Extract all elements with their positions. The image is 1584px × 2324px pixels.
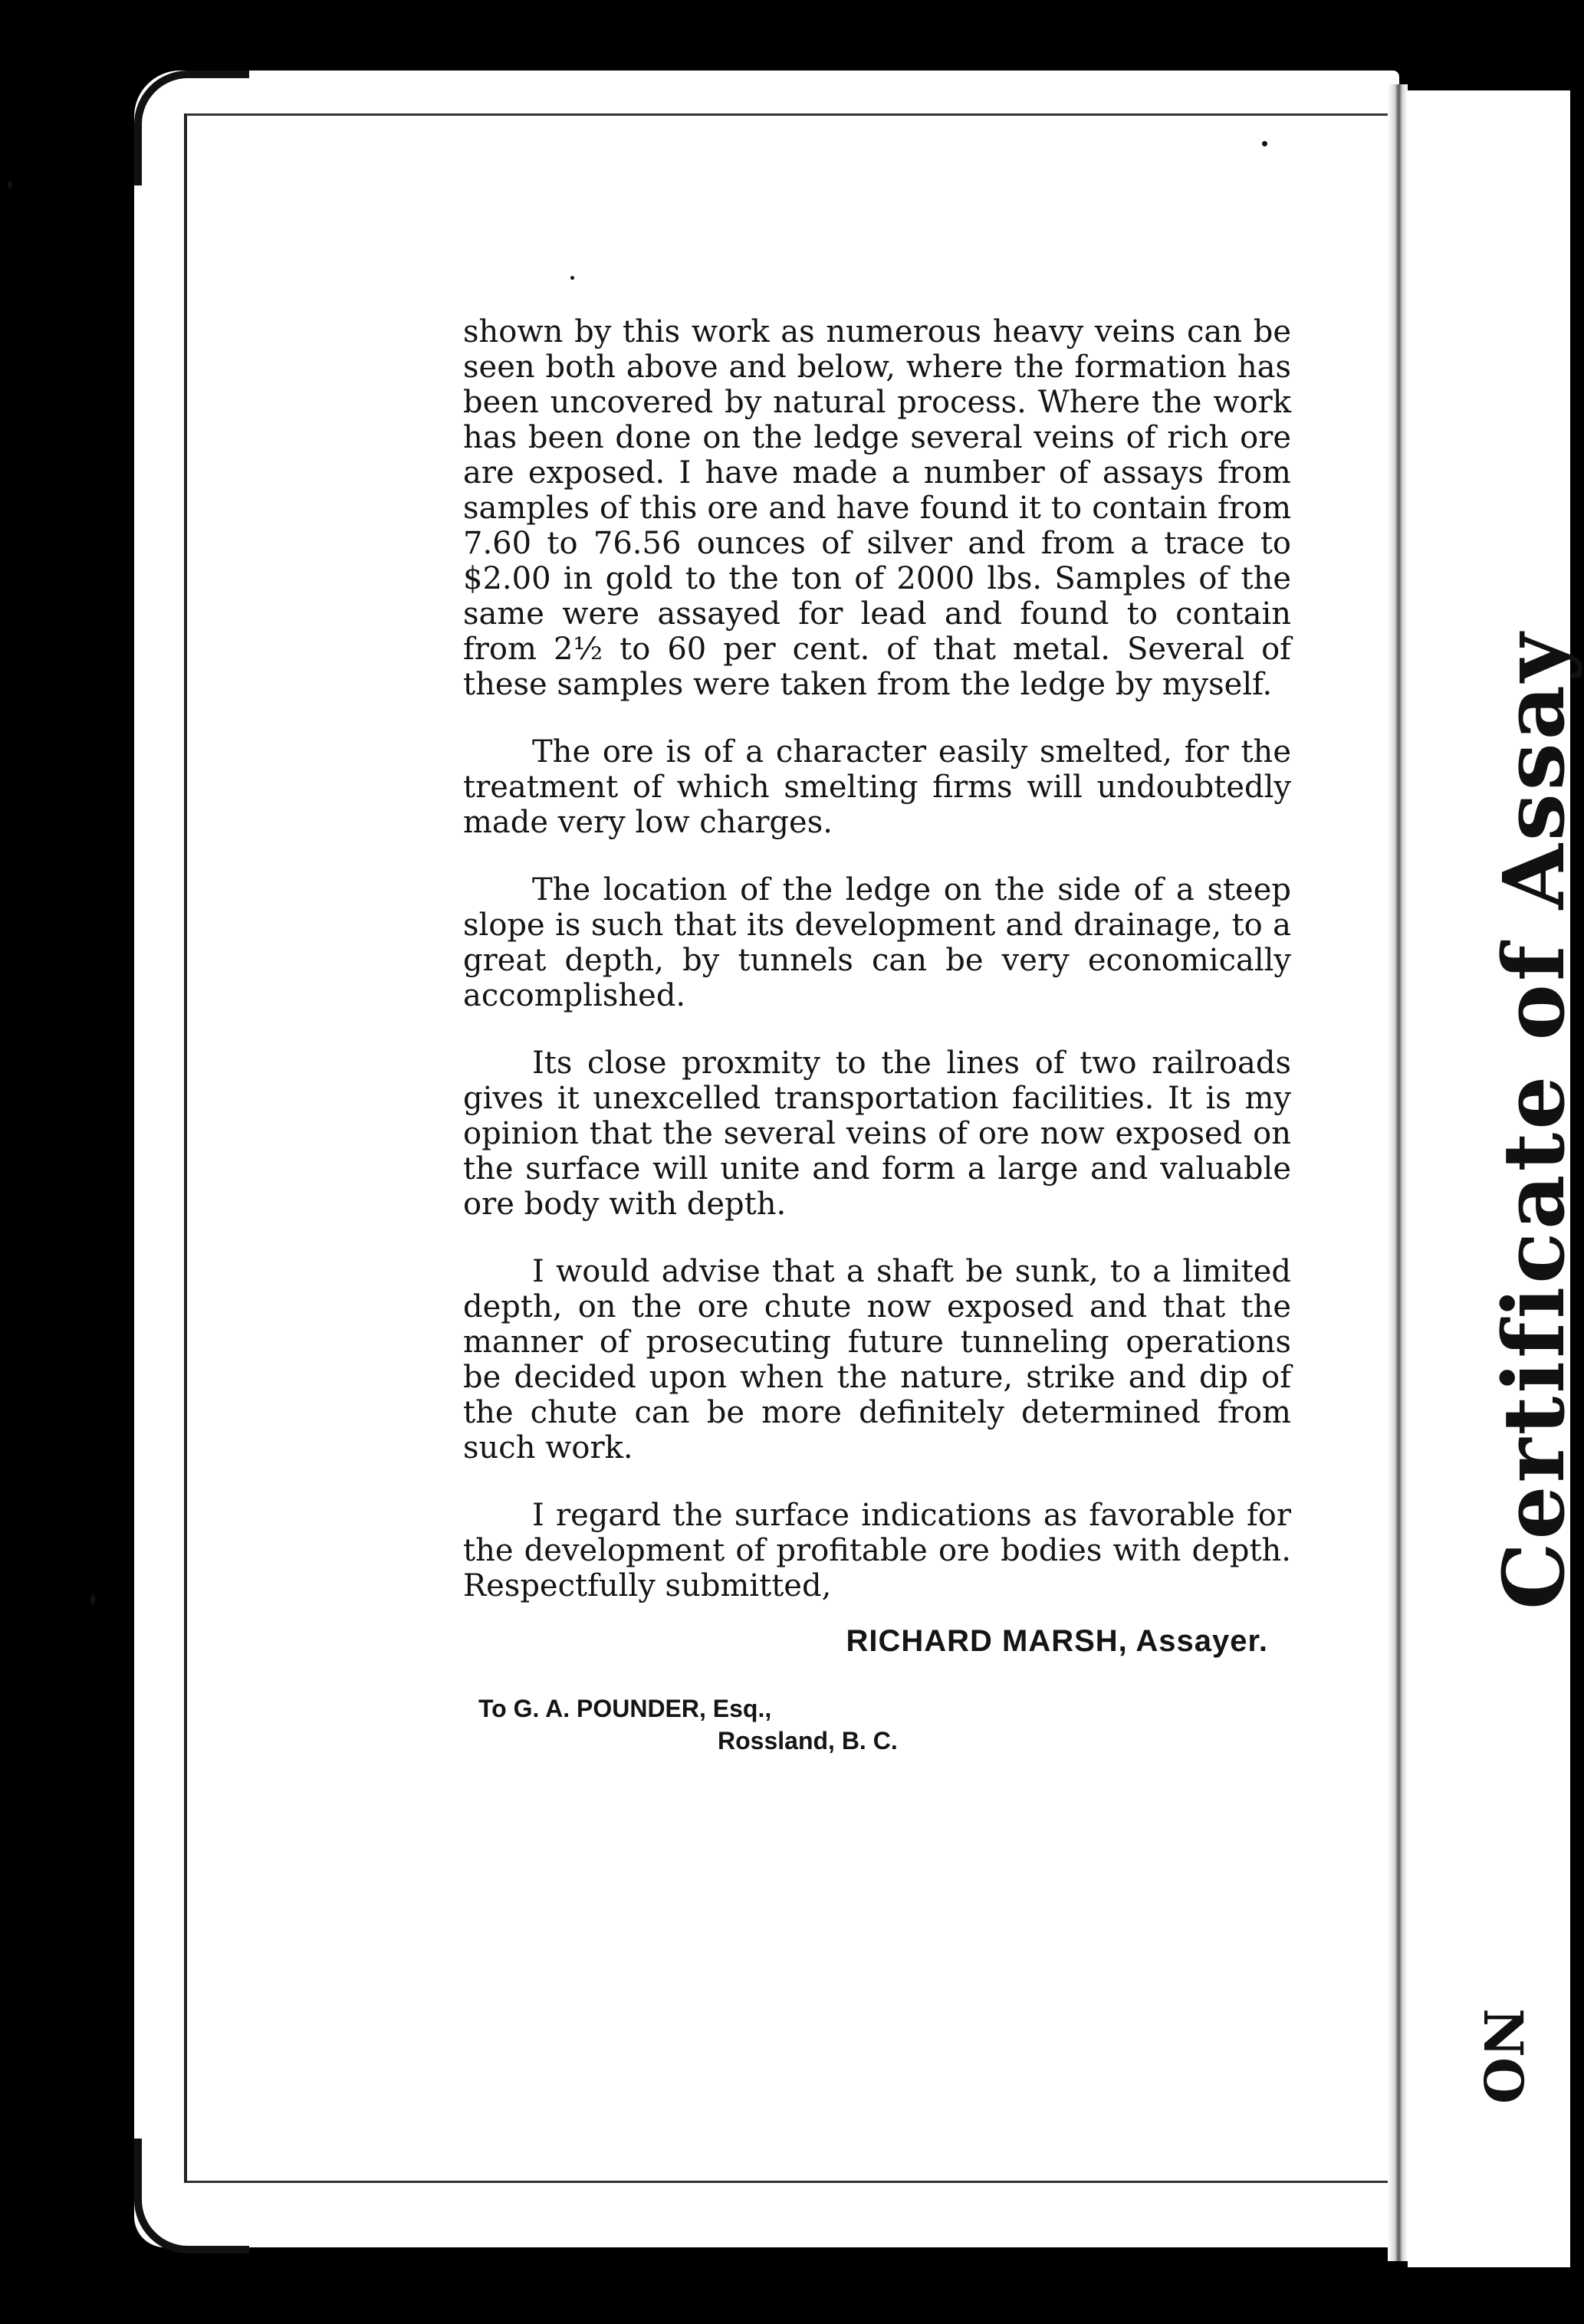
addressee-location: Rossland, B. C. [718, 1727, 898, 1754]
scan-speck [570, 276, 574, 280]
paragraph-1: shown by this work as numerous heavy veins can be seen both above and below, where the formation has been uncovered by natural process. Where the work has been done on the ledge several veins of rich ore are exposed. I have made a number of assays from samples of this ore and have found it to contain from 7.60 to 76.56 ounces of silver and from a trace to $2.00 in gold to the ton of 2000 lbs. Samples of the same were assayed for lead and found to contain from 2½ to 60 per cent. of that metal. Several of these samples were taken from the ledge by myself. [463, 314, 1291, 702]
signature: RICHARD MARSH, Assayer. [846, 1624, 1268, 1658]
certificate-number-label: NO [1471, 2008, 1535, 2104]
letter-body [463, 314, 1291, 1757]
scan-speck [8, 181, 12, 189]
scan-speck [1262, 141, 1267, 146]
scan-speck [90, 1594, 95, 1605]
certificate-title: Certificate of Assay [1484, 630, 1583, 1610]
paragraph-4: Its close proxmity to the lines of two railroads gives it unexcelled transportation facilities. It is my opinion that the several veins of ore now exposed on the surface will unite and form a large and valuable ore body with depth. [463, 1045, 1291, 1222]
addressee [478, 1692, 1291, 1757]
paragraph-6: I regard the surface indications as favorable for the development of profitable ore bodies with depth. Respectfully submitted, [463, 1498, 1291, 1603]
paragraph-3: The location of the ledge on the side of a steep slope is such that its development and drainage, to a great depth, by tunnels can be very economically accomplished. [463, 872, 1291, 1013]
page-fold-gutter [1388, 84, 1408, 2261]
addressee-name: To G. A. POUNDER, Esq., [478, 1695, 772, 1722]
paragraph-2: The ore is of a character easily smelted, for the treatment of which smelting firms will undoubtedly made very low charges. [463, 734, 1291, 840]
paragraph-5: I would advise that a shaft be sunk, to a limited depth, on the ore chute now exposed and that the manner of prosecuting future tunneling operations be decided upon when the nature, strike and dip of the chute can be more definitely determined from such work. [463, 1254, 1291, 1466]
